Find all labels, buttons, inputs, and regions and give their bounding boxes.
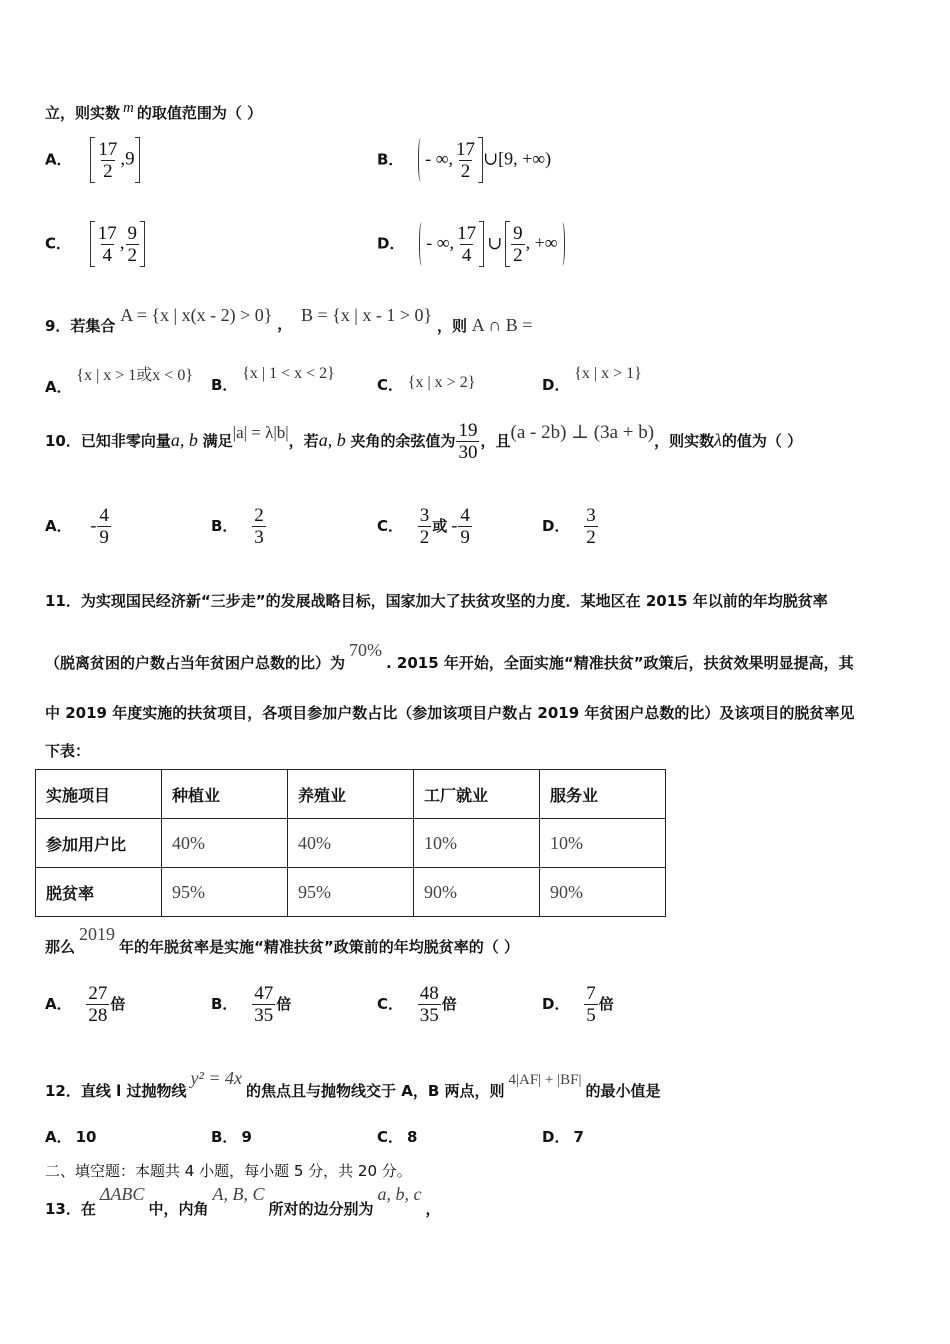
q11-option-c[interactable]: C． $\frac{48}{35}$ 倍: [377, 983, 457, 1026]
q11-line1: 11．为实现国民经济新“三步走”的发展战略目标，国家加大了扶贫攻坚的力度．某地区在 2015 年以前的年均脱贫率: [45, 592, 828, 610]
q9-stem: 9．若集合 A = {x | x(x - 2) > 0} ， B = {x | x - 1 > 0} ，则 A ∩ B =: [45, 305, 533, 335]
q9-option-a[interactable]: A． {x | x > 1或x < 0}: [45, 367, 194, 396]
q8-option-b[interactable]: B． - ∞, $\frac{17}{2}$ ∪[9, +∞): [377, 138, 552, 182]
table-header: 种植业: [162, 770, 288, 819]
q9-option-d[interactable]: D． {x | x > 1}: [542, 365, 642, 394]
table-cell: 10%: [414, 819, 540, 868]
q11-line4: 下表：: [45, 742, 91, 760]
q11-line2: （脱离贫困的户数占当年贫困户总数的比）为70%. 2015 年开始，全面实施“精准扶贫”政策后，扶贫效果明显提高，其: [45, 640, 854, 672]
q12-option-b[interactable]: B． 9: [211, 1128, 252, 1146]
table-header: 工厂就业: [414, 770, 540, 819]
q9-option-c[interactable]: C． {x | x > 2}: [377, 374, 476, 394]
q12-option-a[interactable]: A． 10: [45, 1128, 97, 1146]
table-cell: 95%: [162, 868, 288, 917]
table-cell: 参加用户比: [36, 819, 162, 868]
q11-option-a[interactable]: A． $\frac{27}{28}$ 倍: [45, 983, 126, 1026]
table-cell: 40%: [162, 819, 288, 868]
table-header: 服务业: [540, 770, 666, 819]
table-row: [36, 770, 666, 819]
q12-option-c[interactable]: C． 8: [377, 1128, 418, 1146]
q8-option-a[interactable]: A． $\frac{17}{2}$ ,9: [45, 137, 140, 183]
q11-line3: 中 2019 年度实施的扶贫项目，各项目参加户数占比（参加该项目户数占 2019 年贫困户总数的比）及该项目的脱贫率见: [45, 704, 855, 722]
q11-option-d[interactable]: D． $\frac{7}{5}$ 倍: [542, 983, 614, 1026]
q10-option-b[interactable]: B． $\frac{2}{3}$: [211, 505, 264, 548]
table-row: [36, 868, 666, 917]
q11-option-b[interactable]: B． $\frac{47}{35}$ 倍: [211, 983, 292, 1026]
table-cell: 95%: [288, 868, 414, 917]
table-cell: 脱贫率: [36, 868, 162, 917]
q13-stem: 13．在ΔABC中，内角A, B, C所对的边分别为a, b, c，: [45, 1184, 441, 1218]
q11-ask: 那么2019年的年脱贫率是实施“精准扶贫”政策前的年均脱贫率的（ ）: [45, 924, 519, 956]
poverty-table: [35, 769, 666, 917]
table-header: 养殖业: [288, 770, 414, 819]
q8-option-c[interactable]: C． $\frac{17}{4}$ , $\frac{9}{2}$: [45, 221, 145, 267]
q10-option-d[interactable]: D． $\frac{3}{2}$: [542, 505, 596, 548]
table-row: [36, 819, 666, 868]
q12-stem: 12．直线 l 过抛物线y² = 4x的焦点且与抛物线交于 A，B 两点，则4|AF| + |BF|的最小值是: [45, 1068, 661, 1100]
table-header: 实施项目: [36, 770, 162, 819]
q8-stem: 立，则实数 m 的取值范围为（ ）: [45, 100, 263, 122]
table-cell: 90%: [540, 868, 666, 917]
q10-option-c[interactable]: C． $\frac{3}{2}$ 或 - $\frac{4}{9}$: [377, 505, 470, 548]
q8-option-d[interactable]: D． - ∞, $\frac{17}{4}$ ∪ $\frac{9}{2}$ , +∞: [377, 221, 565, 267]
table-cell: 90%: [414, 868, 540, 917]
table-cell: 10%: [540, 819, 666, 868]
table-cell: 40%: [288, 819, 414, 868]
section-heading: 二、填空题：本题共 4 小题，每小题 5 分，共 20 分。: [45, 1162, 412, 1180]
q9-option-b[interactable]: B． {x | 1 < x < 2}: [211, 365, 335, 394]
q12-option-d[interactable]: D． 7: [542, 1128, 584, 1146]
q10-option-a[interactable]: A． - $\frac{4}{9}$: [45, 505, 109, 548]
q10-stem: 10．已知非零向量a, b 满足|a| = λ|b|，若a, b 夹角的余弦值为 $\frac{19}{30}$ ，且(a - 2b) ⊥ (3a + b)，则实数λ的值为（ ）: [45, 420, 803, 463]
